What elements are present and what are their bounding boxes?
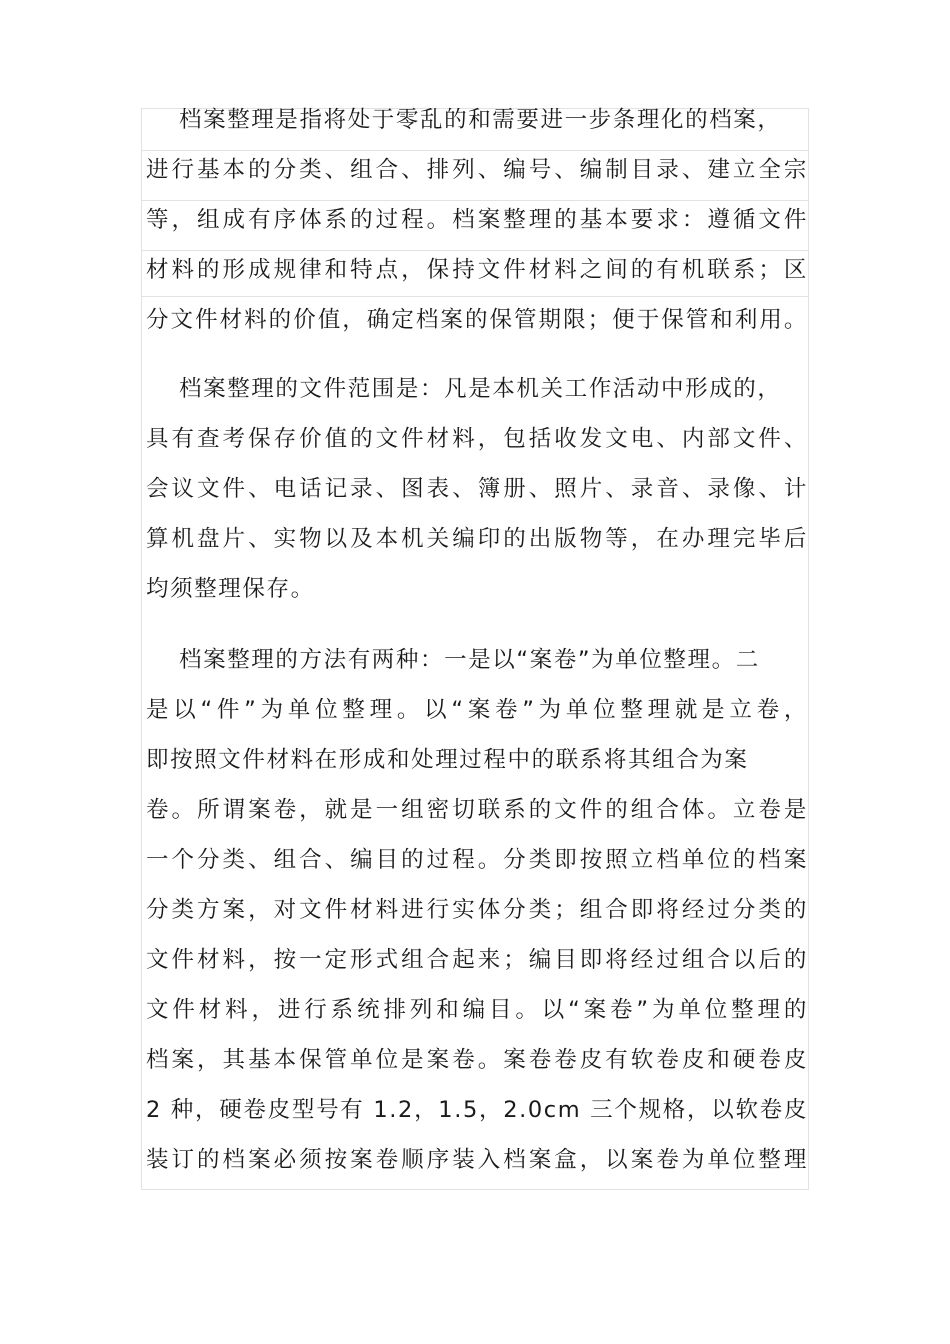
text-line: 即按照文件材料在形成和处理过程中的联系将其组合为案 — [146, 747, 749, 773]
text-line: 均须整理保存。 — [146, 576, 315, 602]
text-line: 档案整理是指将处于零乱的和需要进一步条理化的档案， — [179, 107, 782, 133]
text-line: 文件材料，进行系统排列和编目。以“案卷”为单位整理的 — [146, 997, 808, 1023]
text-line: 文件材料，按一定形式组合起来；编目即将经过组合以后的 — [146, 947, 808, 973]
text-line: 分文件材料的价值，确定档案的保管期限；便于保管和利用。 — [146, 307, 808, 333]
text-line: 进行基本的分类、组合、排列、编号、编制目录、建立全宗 — [146, 157, 808, 183]
text-line: 档案整理的文件范围是：凡是本机关工作活动中形成的， — [179, 376, 782, 402]
text-line: 会议文件、电话记录、图表、簿册、照片、录音、录像、计 — [146, 476, 808, 502]
text-line: 一个分类、组合、编目的过程。分类即按照立档单位的档案 — [146, 847, 808, 873]
paragraph-2 — [146, 364, 808, 614]
text-line: 分类方案，对文件材料进行实体分类；组合即将经过分类的 — [146, 897, 808, 923]
text-line: 装订的档案必须按案卷顺序装入档案盒，以案卷为单位整理 — [146, 1147, 808, 1173]
frame-line-right — [808, 108, 809, 1190]
text-line: 2 种，硬卷皮型号有 1.2，1.5，2.0cm 三个规格，以软卷皮 — [146, 1097, 808, 1123]
text-line: 材料的形成规律和特点，保持文件材料之间的有机联系；区 — [146, 257, 808, 283]
frame-line-bottom — [141, 1189, 809, 1190]
text-line: 具有查考保存价值的文件材料，包括收发文电、内部文件、 — [146, 426, 808, 452]
paragraph-1 — [146, 95, 808, 345]
paragraph-3 — [146, 635, 808, 1185]
frame-line-left — [141, 108, 142, 1190]
text-line: 档案整理的方法有两种：一是以“案卷”为单位整理。二 — [179, 647, 760, 673]
text-line: 算机盘片、实物以及本机关编印的出版物等，在办理完毕后 — [146, 526, 808, 552]
text-line: 是以“件”为单位整理。以“案卷”为单位整理就是立卷， — [146, 697, 808, 723]
text-line: 档案，其基本保管单位是案卷。案卷卷皮有软卷皮和硬卷皮 — [146, 1047, 808, 1073]
text-line: 卷。所谓案卷，就是一组密切联系的文件的组合体。立卷是 — [146, 797, 808, 823]
text-line: 等，组成有序体系的过程。档案整理的基本要求：遵循文件 — [146, 207, 808, 233]
